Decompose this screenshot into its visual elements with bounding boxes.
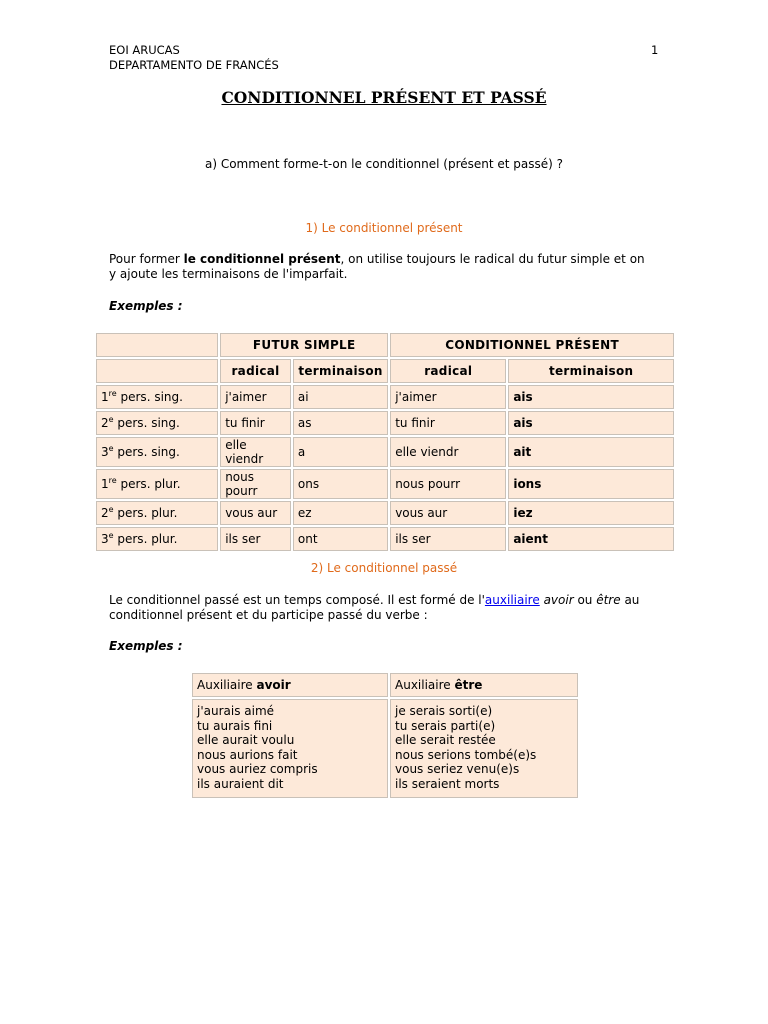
person-number: 2 <box>101 506 109 520</box>
person-number: 1 <box>101 390 109 404</box>
question-text: a) Comment forme-t-on le conditionnel (présent et passé) ? <box>204 157 564 171</box>
person-label: pers. plur. <box>113 532 178 546</box>
list-item: tu serais parti(e) <box>395 718 496 733</box>
cp-radical-cell: vous aur <box>390 501 506 525</box>
page-title: CONDITIONNEL PRÉSENT ET PASSÉ <box>221 88 547 107</box>
header-school: EOI ARUCAS <box>109 43 180 57</box>
fs-radical-cell: vous aur <box>220 501 291 525</box>
conditionnel-present-table <box>94 331 676 553</box>
section-heading-present: 1) Le conditionnel présent <box>305 221 463 235</box>
person-label: pers. plur. <box>113 506 178 520</box>
cp-radical-cell: j'aimer <box>390 385 506 409</box>
person-number: 1 <box>101 477 109 491</box>
paragraph-passe <box>109 593 649 623</box>
person-cell <box>96 501 218 525</box>
cp-term-cell: ait <box>508 437 674 467</box>
person-label: pers. sing. <box>113 416 180 430</box>
subheader-cell: terminaison <box>293 359 388 383</box>
list-item: tu aurais fini <box>197 718 273 733</box>
cp-radical-cell: ils ser <box>390 527 506 551</box>
cp-radical-cell: elle viendr <box>390 437 506 467</box>
person-label: pers. sing. <box>116 390 183 404</box>
header-bold: être <box>454 678 483 692</box>
fs-term-cell: ont <box>293 527 388 551</box>
group-header-conditionnel-present: CONDITIONNEL PRÉSENT <box>390 333 674 357</box>
subheader-cell: terminaison <box>508 359 674 383</box>
list-item: ils auraient dit <box>197 776 284 791</box>
header-prefix: Auxiliaire <box>197 678 257 692</box>
fs-radical-cell: nous pourr <box>220 469 291 499</box>
list-item: je serais sorti(e) <box>395 704 493 718</box>
table-row <box>96 501 674 525</box>
fs-term-cell: ai <box>293 385 388 409</box>
group-header-futur-simple: FUTUR SIMPLE <box>220 333 388 357</box>
paragraph-bold-text: le conditionnel présent <box>183 252 341 266</box>
conditionnel-passe-table <box>190 671 580 800</box>
paragraph-text: Pour former <box>109 252 184 266</box>
person-label: pers. plur. <box>116 477 181 491</box>
list-item: nous aurions fait <box>197 747 298 762</box>
etre-italic: être <box>596 593 621 607</box>
person-number: 3 <box>101 532 109 546</box>
page-number: 1 <box>651 43 659 57</box>
paragraph-text: Le conditionnel passé est un temps composé. Il est formé de l' <box>109 593 485 607</box>
cp-term-cell: aient <box>508 527 674 551</box>
avoir-forms-cell <box>192 699 388 798</box>
person-number: 3 <box>101 445 109 459</box>
fs-term-cell: a <box>293 437 388 467</box>
document-header <box>109 43 279 73</box>
table-group-header-row <box>96 333 674 357</box>
header-bold: avoir <box>256 678 291 692</box>
cp-term-cell: ais <box>508 411 674 435</box>
avoir-italic: avoir <box>543 593 574 607</box>
fs-term-cell: ons <box>293 469 388 499</box>
ordinal-suffix: e <box>108 444 114 453</box>
table-row <box>96 469 674 499</box>
examples-label-passe: Exemples : <box>109 639 183 653</box>
header-auxiliaire-avoir <box>192 673 388 697</box>
cp-term-cell: iez <box>508 501 674 525</box>
subheader-cell: radical <box>220 359 291 383</box>
list-item: vous seriez venu(e)s <box>395 762 520 776</box>
etre-forms-cell <box>390 699 578 798</box>
person-number: 2 <box>101 416 109 430</box>
ordinal-suffix: re <box>108 389 117 398</box>
paragraph-text: , on utilise toujours le radical du futur simple et on y ajoute les terminaisons de l'imparfait. <box>109 252 645 281</box>
person-cell <box>96 385 218 409</box>
subheader-cell: radical <box>390 359 506 383</box>
table-subheader-row <box>96 359 674 383</box>
list-item: elle aurait voulu <box>197 733 295 747</box>
list-item: ils seraient morts <box>395 776 500 791</box>
fs-radical-cell: elle viendr <box>220 437 291 467</box>
empty-cell <box>96 333 218 357</box>
table-row <box>192 699 578 798</box>
table-row <box>96 437 674 467</box>
fs-term-cell: as <box>293 411 388 435</box>
auxiliaire-link[interactable]: auxiliaire <box>484 593 540 607</box>
table-row <box>96 527 674 551</box>
ordinal-suffix: re <box>108 476 117 485</box>
section-heading-passe: 2) Le conditionnel passé <box>310 561 458 575</box>
empty-cell <box>96 359 218 383</box>
paragraph-present <box>109 252 649 282</box>
ordinal-suffix: e <box>108 531 114 540</box>
table-header-row <box>192 673 578 697</box>
person-cell <box>96 469 218 499</box>
header-department: DEPARTAMENTO DE FRANCÉS <box>109 58 279 72</box>
fs-term-cell: ez <box>293 501 388 525</box>
header-auxiliaire-etre <box>390 673 578 697</box>
ordinal-suffix: e <box>108 415 114 424</box>
list-item: nous serions tombé(e)s <box>395 747 537 762</box>
cp-radical-cell: tu finir <box>390 411 506 435</box>
list-item: elle serait restée <box>395 733 496 747</box>
cp-term-cell: ais <box>508 385 674 409</box>
fs-radical-cell: j'aimer <box>220 385 291 409</box>
conjunction-text: ou <box>573 593 597 607</box>
examples-label-present: Exemples : <box>109 299 183 313</box>
person-cell <box>96 411 218 435</box>
ordinal-suffix: e <box>108 505 114 514</box>
person-label: pers. sing. <box>113 445 180 459</box>
list-item: vous auriez compris <box>197 762 318 776</box>
list-item: j'aurais aimé <box>197 704 275 718</box>
table-row <box>96 411 674 435</box>
fs-radical-cell: ils ser <box>220 527 291 551</box>
header-prefix: Auxiliaire <box>395 678 455 692</box>
table-row <box>96 385 674 409</box>
cp-radical-cell: nous pourr <box>390 469 506 499</box>
person-cell <box>96 527 218 551</box>
person-cell <box>96 437 218 467</box>
cp-term-cell: ions <box>508 469 674 499</box>
paragraph-text: au conditionnel présent et du participe passé du verbe : <box>109 593 640 622</box>
fs-radical-cell: tu finir <box>220 411 291 435</box>
